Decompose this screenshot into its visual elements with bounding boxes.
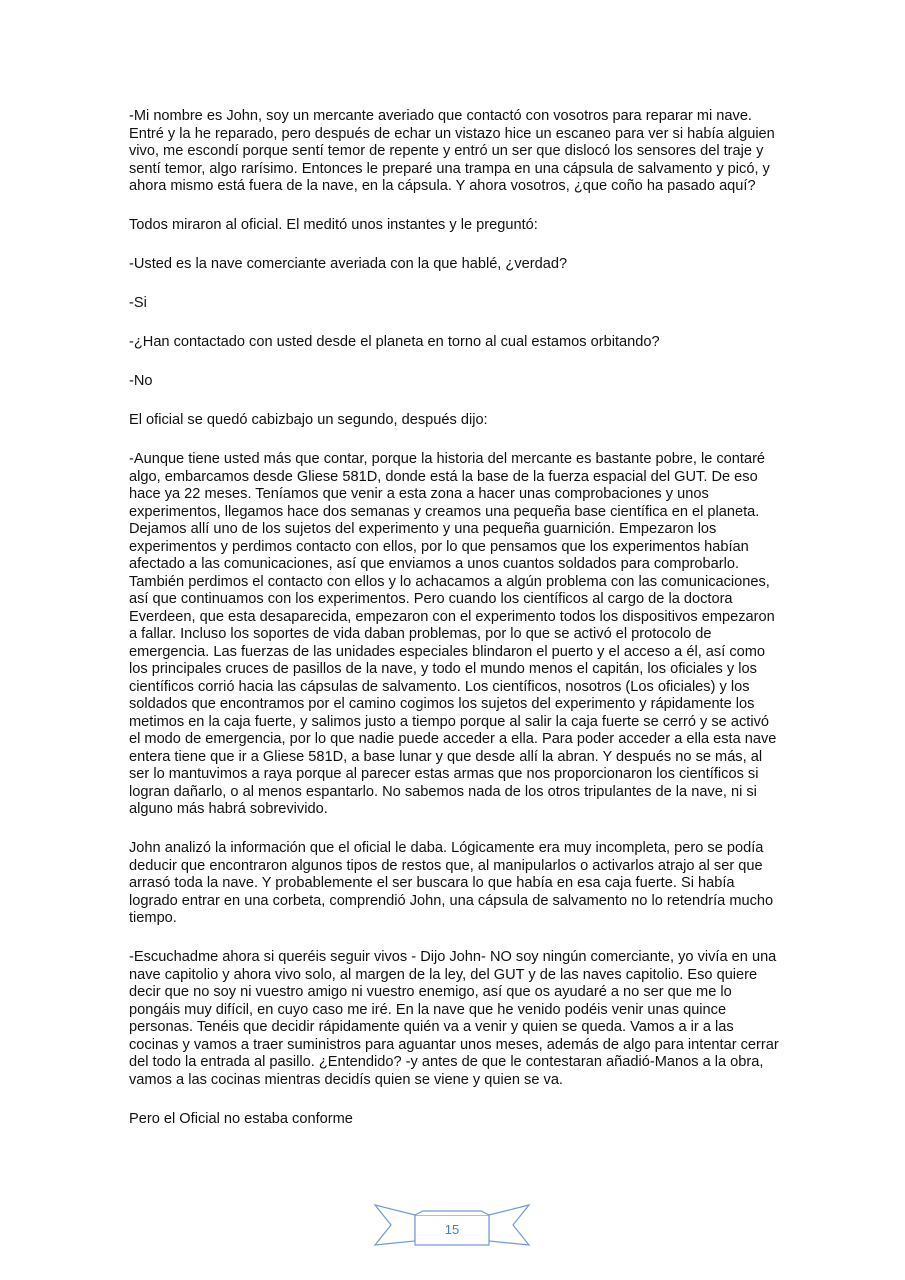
page-footer (373, 1201, 531, 1251)
paragraph-2: Todos miraron al oficial. El meditó unos instantes y le preguntó: (129, 217, 538, 233)
page-body (129, 108, 779, 1150)
paragraph-7: El oficial se quedó cabizbajo un segundo, después dijo: (129, 412, 488, 428)
paragraph-3: -Usted es la nave comerciante averiada con la que hablé, ¿verdad? (129, 256, 568, 272)
paragraph-6: -No (129, 373, 153, 389)
paragraph-9: John analizó la información que el oficial le daba. Lógicamente era muy incompleta, pero se podía deducir que encontraron algunos tipos de restos que, al manipularlos o activarlos atrajo al ser que arrasó toda la nave. Y probablemente el ser buscara lo que había en esa caja fuerte. Si había logrado entrar en una corbeta, comprendió John, una cápsula de salvamento no lo retendría mucho tiempo. (129, 840, 774, 926)
paragraph-8: -Aunque tiene usted más que contar, porque la historia del mercante es bastante pobre, le contaré algo, embarcamos desde Gliese 581D, donde está la base de la fuerza espacial del GUT. De eso hace ya 22 meses. Teníamos que venir a esta zona a hacer unas comprobaciones y unos experimentos, llegamos hace dos semanas y creamos una pequeña base científica en el planeta. Dejamos allí uno de los sujetos del experimento y una pequeña guarnición. Empezaron los experimentos y perdimos contacto con ellos, por lo que pensamos que los experimentos habían afectado a las comunicaciones, así que enviamos a unos cuantos soldados para comprobarlo. También perdimos el contacto con ellos y lo achacamos a algún problema con las comunicaciones, así que continuamos con los experimentos. Pero cuando los científicos al cargo de la doctora Everdeen, que esta desaparecida, empezaron con el experimento todos los dispositivos empezaron a fallar. Incluso los soportes de vida daban problemas, por lo que se activó el protocolo de emergencia. Las fuerzas de las unidades especiales blindaron el puerto y el acceso a él, así como los principales cruces de pasillos de la nave, y todo el mundo menos el capitán, los oficiales y los científicos corrió hacia las cápsulas de salvamento. Los científicos, nosotros (Los oficiales) y los soldados que encontramos por el camino cogimos los sujetos del experimento y rápidamente los metimos en la caja fuerte, y salimos justo a tiempo porque al salir la caja fuerte se cerró y se activó el modo de emergencia, por lo que nadie puede acceder a ella. Para poder acceder a ella esta nave entera tiene que ir a Gliese 581D, a base lunar y que desde allí la abran. Y después no se más, al ser lo mantuvimos a raya porque al parecer estas armas que nos proporcionaron los científicos si logran dañarlo, o al menos espantarlo. No sabemos nada de los otros tripulantes de la nave, ni si alguno más habrá sobrevivido. (129, 451, 777, 817)
page-number: 15 (444, 1222, 460, 1237)
paragraph-11: Pero el Oficial no estaba conforme (129, 1110, 353, 1127)
paragraph-4: -Si (129, 295, 147, 311)
paragraph-5: -¿Han contactado con usted desde el planeta en torno al cual estamos orbitando? (129, 334, 660, 350)
paragraph-10: -Escuchadme ahora si queréis seguir vivos - Dijo John- NO soy ningún comerciante, yo vivía en una nave capitolio y ahora vivo solo, al margen de la ley, del GUT y de las naves capitolio. Eso quiere decir que no soy ni vuestro amigo ni vuestro enemigo, así que os ayudaré a no ser que me lo pongáis muy difícil, en cuyo caso me iré. En la nave que he venido podéis venir unas quince personas. Tenéis que decidir rápidamente quién va a venir y quien se queda. Vamos a ir a las cocinas y vamos a traer suministros para aguantar unos meses, además de algo para intentar cerrar del todo la entrada al pasillo. ¿Entendido? -y antes de que le contestaran añadió-Manos a la obra, vamos a las cocinas mientras decidís quien se viene y quien se va. (129, 949, 779, 1088)
paragraph-1: -Mi nombre es John, soy un mercante averiado que contactó con vosotros para reparar mi nave. Entré y la he reparado, pero después de echar un vistazo hice un escaneo para ver si había alguien vivo, me escondí porque sentí temor de repente y entró un ser que dislocó los sensores del traje y sentí temor, algo rarísimo. Entonces le preparé una trampa en una cápsula de salvamento y picó, y ahora mismo está fuera de la nave, en la cápsula. Y ahora vosotros, ¿que coño ha pasado aquí? (129, 108, 775, 194)
